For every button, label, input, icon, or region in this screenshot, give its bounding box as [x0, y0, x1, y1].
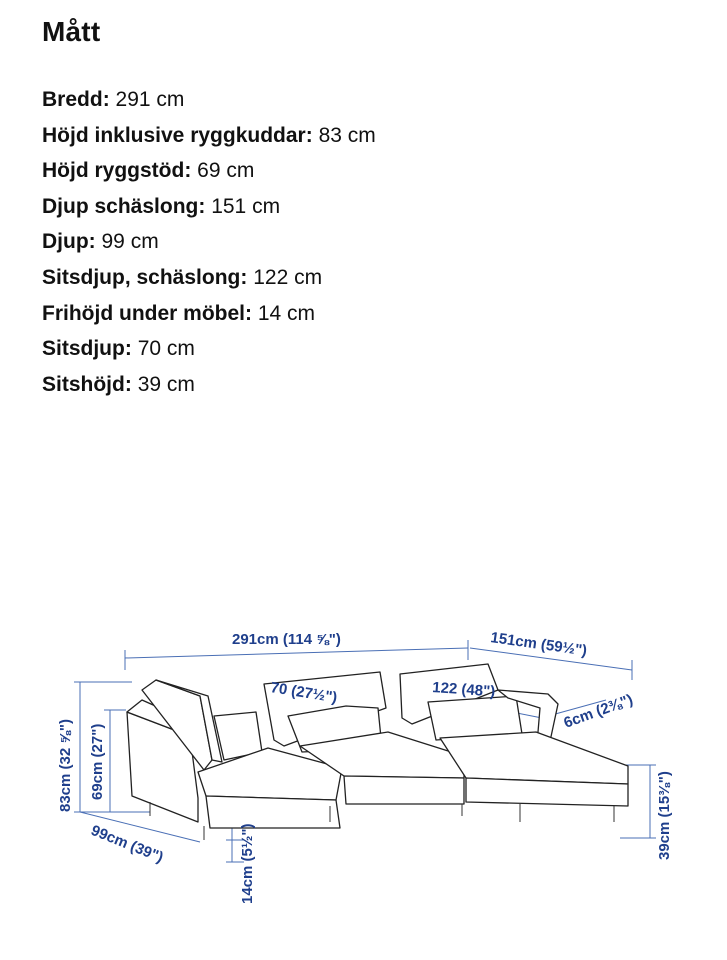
dimension-diagram	[0, 600, 727, 960]
spec-label: Höjd inklusive ryggkuddar	[42, 123, 306, 147]
arm-label: 6cm (2⅜")	[561, 691, 636, 732]
clearance-label: 14cm (5½")	[239, 823, 256, 904]
spec-label: Sitsdjup, schäslong	[42, 265, 241, 289]
spec-label: Sitsdjup	[42, 337, 125, 361]
spec-seat-depth: Sitsdjup: 70 cm	[42, 337, 195, 361]
spec-value: 83 cm	[318, 123, 376, 147]
chaise-depth-label: 151cm (59½")	[489, 629, 589, 660]
back-height-label: 69cm (27")	[89, 723, 106, 800]
spec-value: 69 cm	[197, 159, 255, 183]
spec-label: Frihöjd under möbel	[42, 301, 245, 325]
spec-clearance: Frihöjd under möbel: 14 cm	[42, 301, 316, 325]
spec-label: Höjd ryggstöd	[42, 159, 185, 183]
middle-seat-front	[344, 776, 464, 804]
depth-label: 99cm (39")	[88, 821, 166, 867]
spec-value: 14 cm	[257, 301, 316, 325]
chaise-seat	[440, 732, 628, 784]
spec-seat-height: Sitshöjd: 39 cm	[42, 372, 195, 396]
spec-depth: Djup: 99 cm	[42, 230, 159, 254]
page-title: Mått	[42, 16, 101, 47]
back-height-dim-line	[104, 710, 126, 812]
spec-label: Djup schäslong	[42, 194, 199, 218]
seat-depth-label: 70 (27½")	[269, 679, 339, 707]
spec-chaise-depth: Djup schäslong: 151 cm	[42, 194, 281, 218]
spec-chaise-seat-depth: Sitsdjup, schäslong: 122 cm	[42, 265, 323, 289]
spec-back-height: Höjd ryggstöd: 69 cm	[42, 159, 255, 183]
chaise-seat-depth-label: 122 (48")	[431, 679, 496, 701]
spec-value: 99 cm	[101, 230, 159, 254]
width-label: 291cm (114 ⅝")	[232, 631, 341, 648]
spec-value: 151 cm	[211, 194, 281, 218]
spec-value: 122 cm	[253, 265, 323, 289]
spec-value: 70 cm	[137, 337, 195, 361]
total-height-label: 83cm (32 ⅝")	[57, 719, 74, 812]
spec-label: Sitshöjd	[42, 372, 125, 396]
seat-height-label: 39cm (15⅜")	[656, 771, 673, 860]
spec-value: 39 cm	[137, 372, 195, 396]
spec-height-incl-cushions: Höjd inklusive ryggkuddar: 83 cm	[42, 123, 376, 147]
spec-width: Bredd: 291 cm	[42, 88, 185, 111]
left-seat-front	[206, 796, 340, 828]
spec-label: Bredd	[42, 88, 103, 111]
spec-label: Djup	[42, 230, 89, 254]
spec-list	[42, 84, 376, 404]
sofa-illustration	[127, 664, 628, 840]
spec-value: 291 cm	[115, 88, 185, 111]
